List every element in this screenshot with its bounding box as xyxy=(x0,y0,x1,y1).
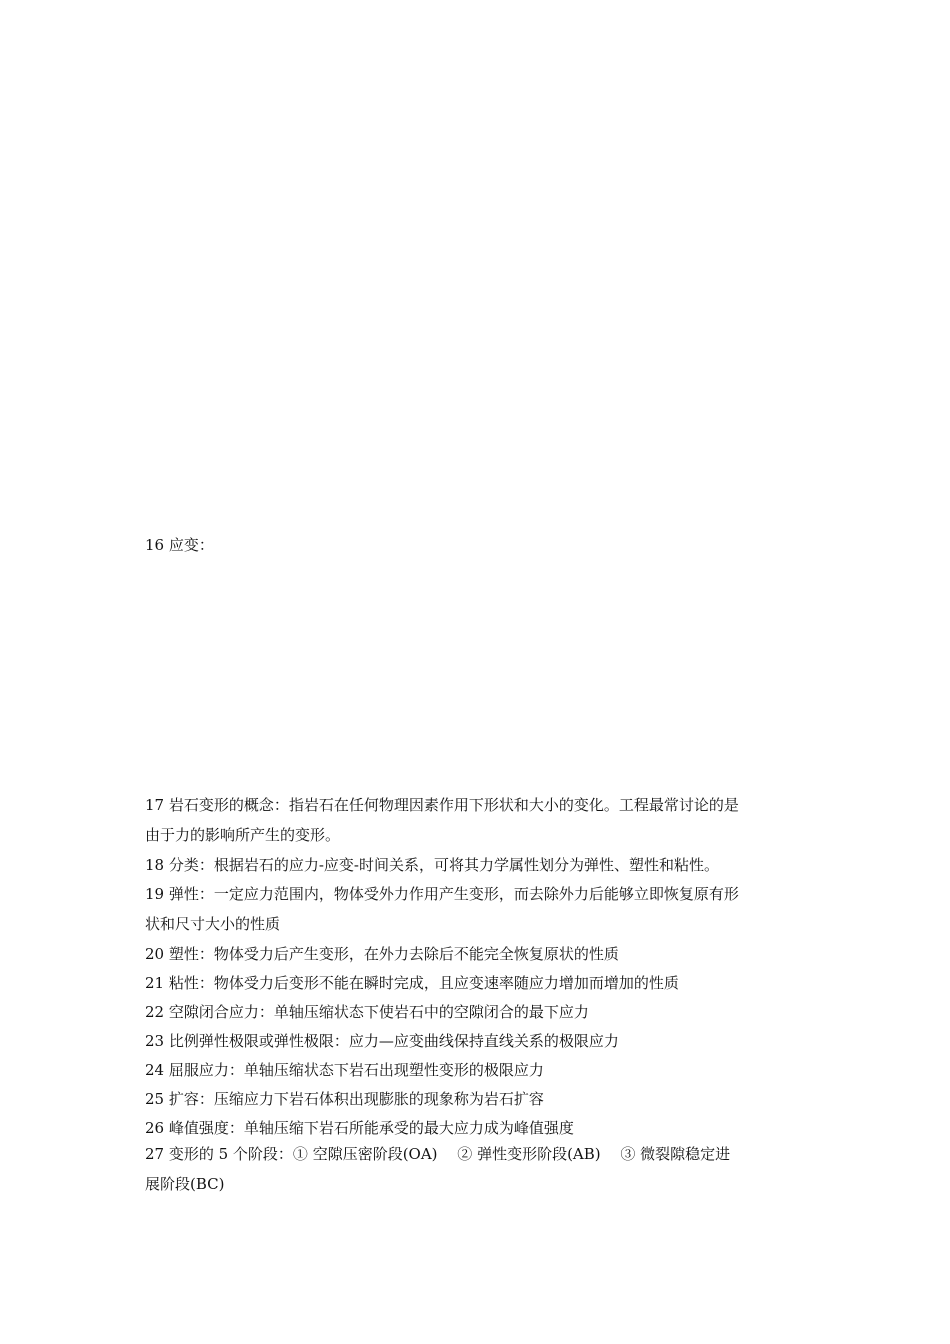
item-20-line: 20 塑性：物体受力后产生变形，在外力去除后不能完全恢复原状的性质 xyxy=(145,945,619,963)
item-22-line: 22 空隙闭合应力：单轴压缩状态下使岩石中的空隙闭合的最下应力 xyxy=(145,1003,589,1021)
item-19-line-2: 状和尺寸大小的性质 xyxy=(145,915,281,933)
item-26-line: 26 峰值强度：单轴压缩下岩石所能承受的最大应力成为峰值强度 xyxy=(145,1119,574,1137)
item-21-line: 21 粘性：物体受力后变形不能在瞬时完成，且应变速率随应力增加而增加的性质 xyxy=(145,974,679,992)
item-23-line: 23 比例弹性极限或弹性极限：应力—应变曲线保持直线关系的极限应力 xyxy=(145,1032,619,1050)
item-19-line-1: 19 弹性：一定应力范围内，物体受外力作用产生变形，而去除外力后能够立即恢复原有形 xyxy=(145,885,739,903)
item-25-line: 25 扩容：压缩应力下岩石体积出现膨胀的现象称为岩石扩容 xyxy=(145,1090,544,1108)
item-17-line-1: 17 岩石变形的概念：指岩石在任何物理因素作用下形状和大小的变化。工程最常讨论的是 xyxy=(145,796,739,814)
item-17-line-2: 由于力的影响所产生的变形。 xyxy=(145,826,341,844)
item-18-line: 18 分类：根据岩石的应力-应变-时间关系，可将其力学属性划分为弹性、塑性和粘性。 xyxy=(145,856,719,874)
item-16-heading: 16 应变： xyxy=(145,536,214,554)
item-27-line-2: 展阶段(BC) xyxy=(145,1175,225,1193)
item-24-line: 24 屈服应力：单轴压缩状态下岩石出现塑性变形的极限应力 xyxy=(145,1061,544,1079)
item-27-line-1: 27 变形的 5 个阶段：① 空隙压密阶段(OA) ② 弹性变形阶段(AB) ③ 微裂隙稳定进 xyxy=(145,1145,731,1163)
